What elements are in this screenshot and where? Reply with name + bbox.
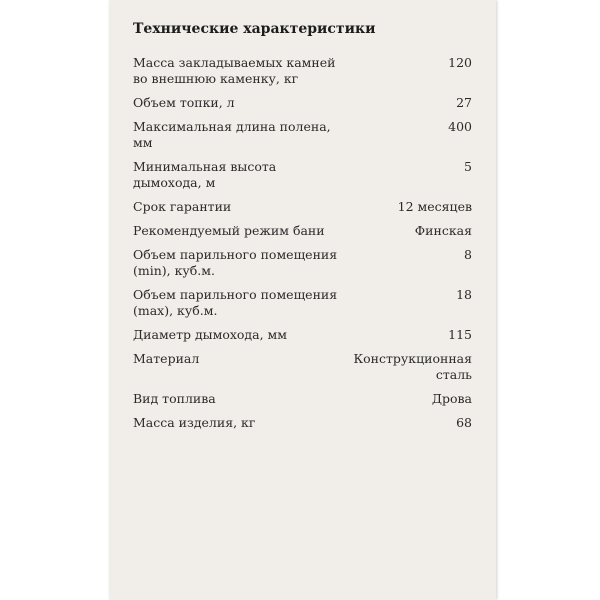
spec-value: Финская	[414, 223, 472, 238]
specs-list	[133, 55, 472, 431]
spec-row	[133, 119, 472, 151]
spec-value: 18	[456, 287, 472, 302]
spec-row	[133, 159, 472, 191]
spec-label: Максимальная длина полена, мм	[133, 119, 331, 150]
spec-row	[133, 55, 472, 87]
spec-label: Рекомендуемый режим бани	[133, 223, 325, 238]
spec-value: 400	[448, 119, 472, 134]
spec-label: Диаметр дымохода, мм	[133, 327, 287, 342]
spec-value: 12 месяцев	[397, 199, 472, 214]
spec-value: 27	[456, 95, 472, 110]
spec-value: Дрова	[431, 391, 472, 406]
spec-value: 115	[448, 327, 472, 342]
spec-value: 5	[464, 159, 472, 174]
spec-value: Конструкционная сталь	[353, 351, 472, 382]
spec-row	[133, 287, 472, 319]
spec-label: Объем топки, л	[133, 95, 235, 110]
spec-row	[133, 247, 472, 279]
spec-row	[133, 351, 472, 383]
spec-row	[133, 415, 472, 431]
spec-label: Минимальная высота дымохода, м	[133, 159, 277, 190]
spec-value: 8	[464, 247, 472, 262]
spec-label: Срок гарантии	[133, 199, 232, 214]
spec-row	[133, 199, 472, 215]
specs-title: Технические характеристики	[133, 21, 376, 37]
spec-label: Масса закладываемых камней во внешнюю каменку, кг	[133, 55, 336, 86]
spec-value: 68	[456, 415, 472, 430]
spec-label: Материал	[133, 351, 200, 366]
spec-value: 120	[448, 55, 472, 70]
spec-row	[133, 391, 472, 407]
spec-label: Объем парильного помещения (max), куб.м.	[133, 287, 338, 318]
spec-row	[133, 327, 472, 343]
spec-label: Вид топлива	[133, 391, 216, 406]
spec-label: Масса изделия, кг	[133, 415, 256, 430]
spec-label: Объем парильного помещения (min), куб.м.	[133, 247, 338, 278]
spec-row	[133, 95, 472, 111]
specs-panel	[110, 0, 496, 600]
spec-row	[133, 223, 472, 239]
